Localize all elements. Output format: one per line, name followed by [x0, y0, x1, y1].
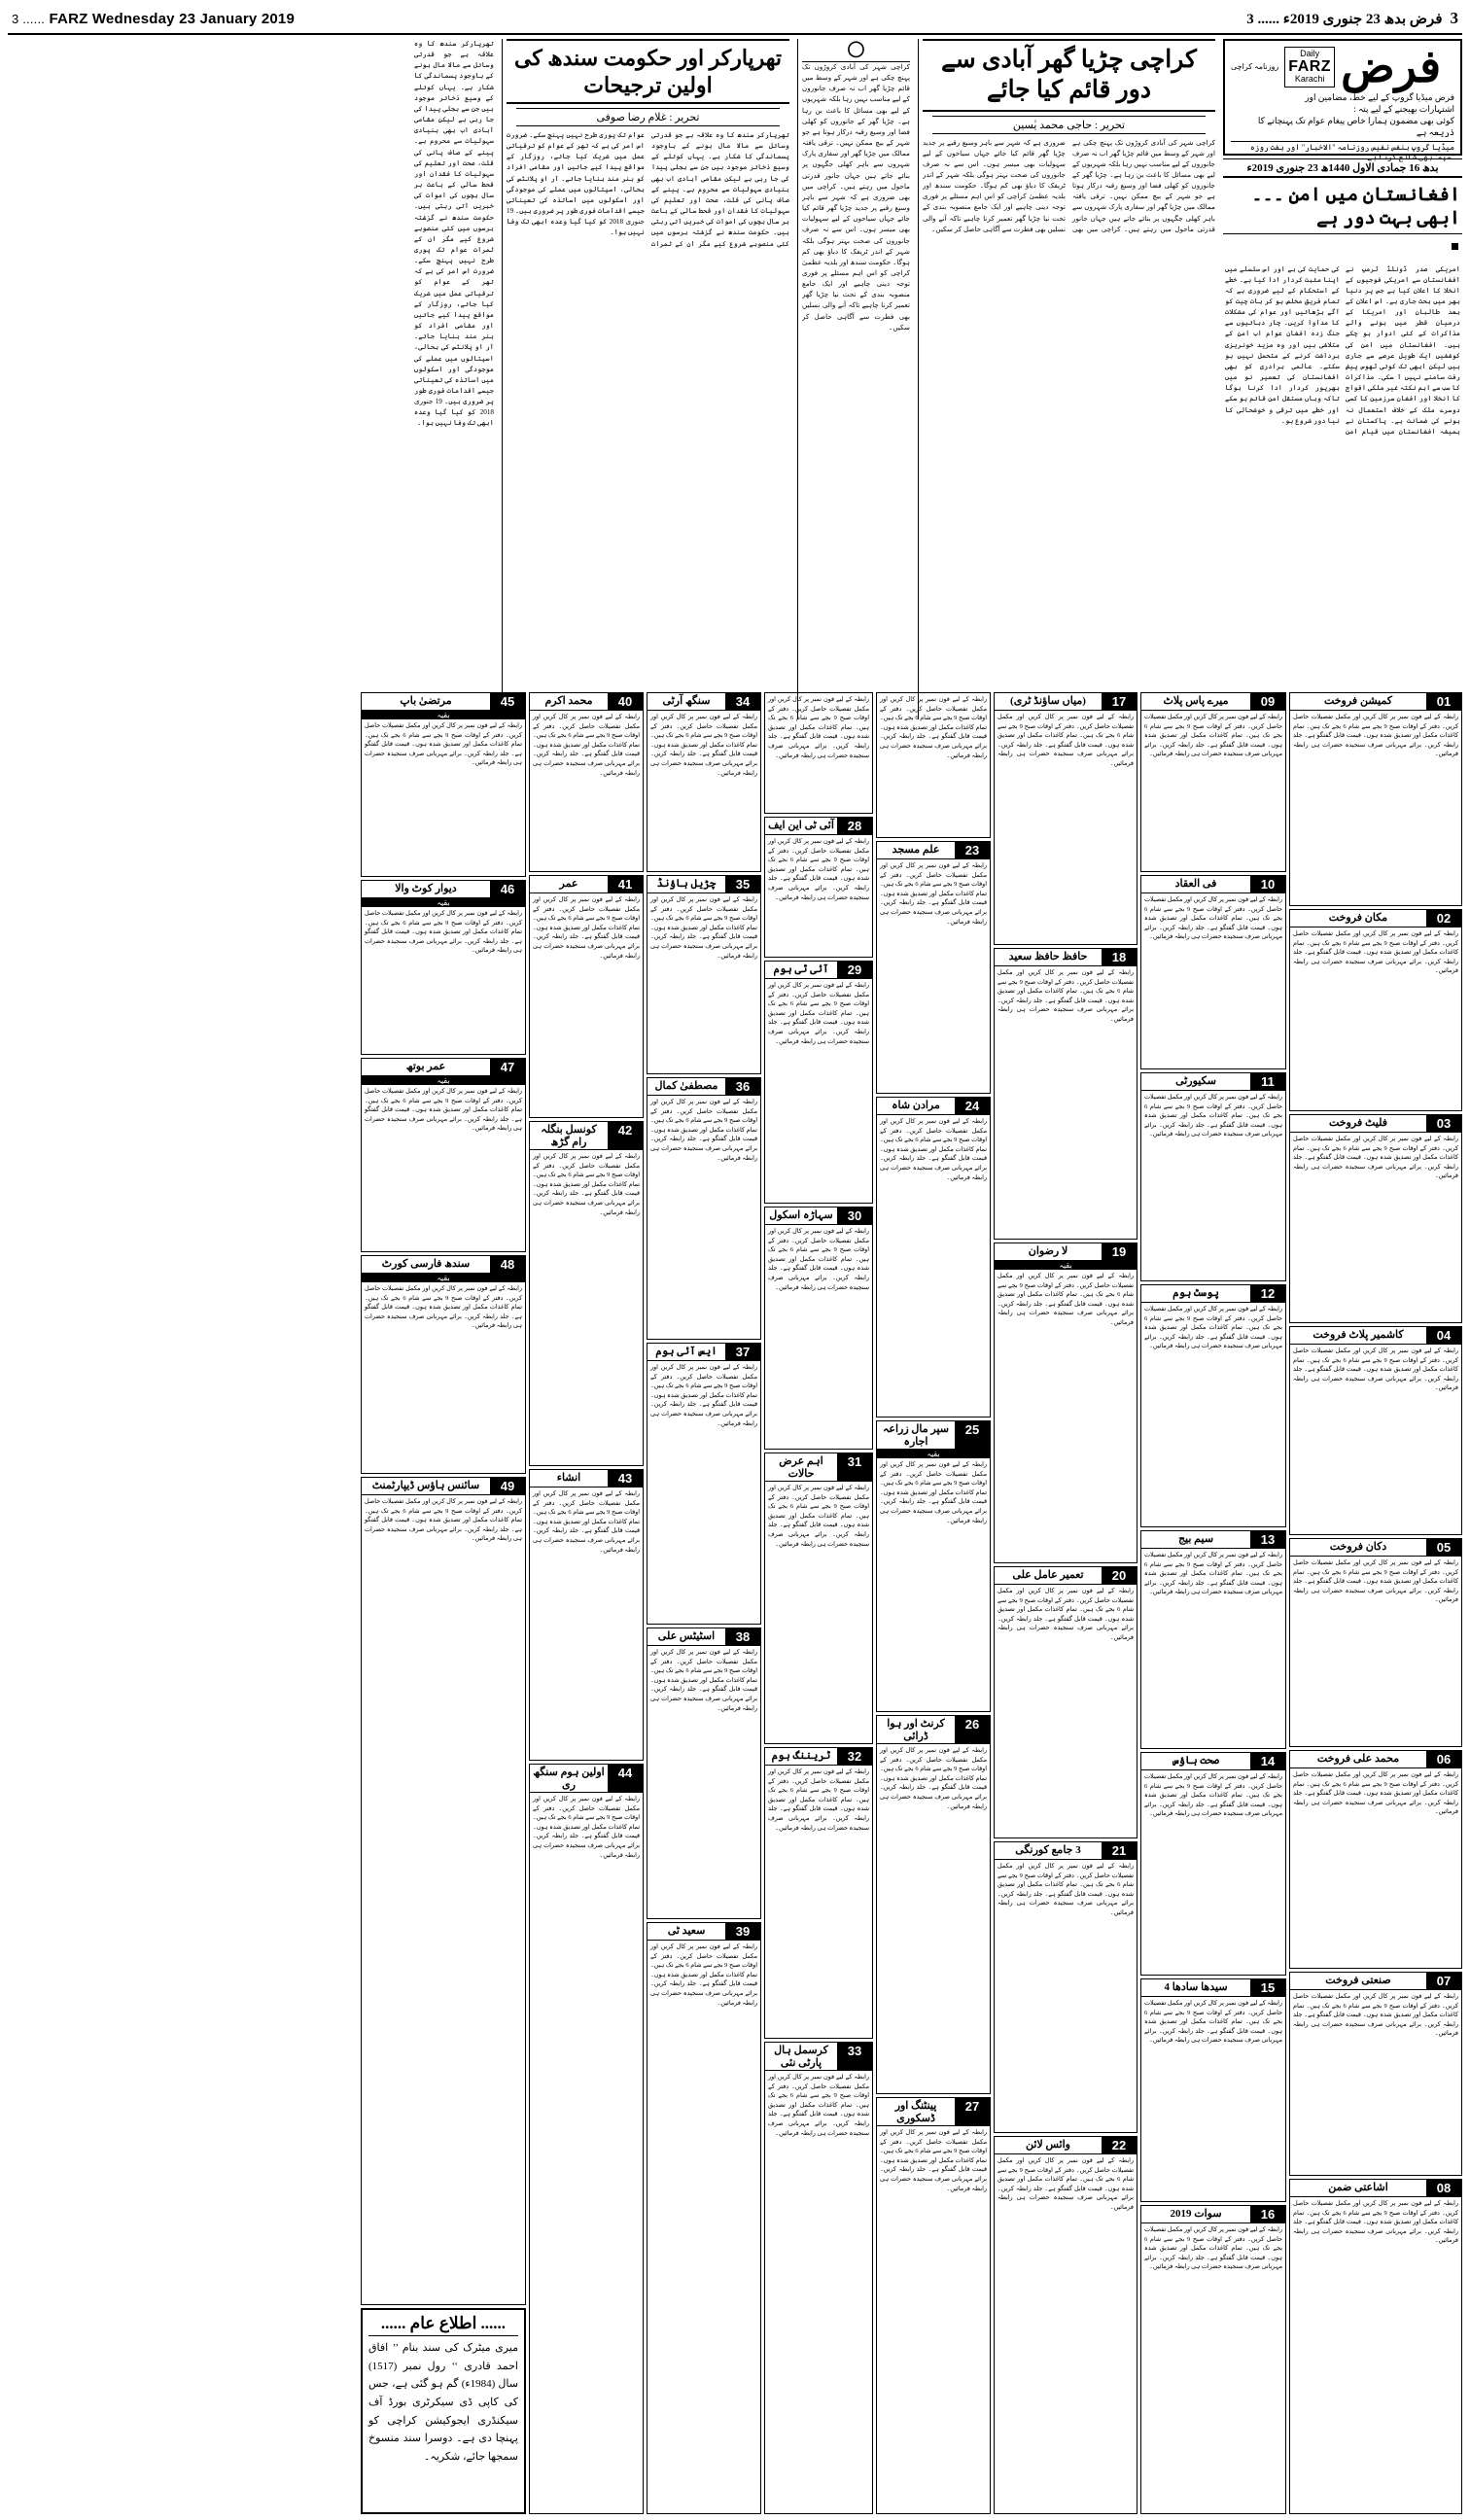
classified-ad[interactable]	[764, 817, 873, 958]
ad-number: 12	[1250, 1285, 1285, 1302]
ad-number: 08	[1426, 2180, 1461, 2196]
classified-ad[interactable]	[876, 2097, 991, 2514]
classified-ad[interactable]	[764, 2042, 873, 2514]
ad-title: فلیٹ فروخت	[1328, 1117, 1387, 1129]
masthead-urdu-title: فرض	[1341, 42, 1442, 91]
ad-body: رابطہ کے لیے فون نمبر پر کال کریں اور مکمل تفصیلات حاصل کریں۔ دفتر کے اوقات صبح 9 بجے سے شام 6 بجے تک ہیں۔ تمام کاغذات مکمل اور تصدیق شدہ ہوں۔ قیمت قابل گفتگو ہے۔ جلد رابطہ کریں۔ برائے مہربانی صرف سنجیدہ حضرات ہی رابطہ فرمائیں۔	[365, 910, 522, 955]
ad-body: رابطہ کے لیے فون نمبر پر کال کریں اور مکمل تفصیلات حاصل کریں۔ دفتر کے اوقات صبح 9 بجے سے شام 6 بجے تک ہیں۔ تمام کاغذات مکمل اور تصدیق شدہ ہوں۔ قیمت قابل گفتگو ہے۔ جلد رابطہ کریں۔ برائے مہربانی صرف سنجیدہ حضرات ہی رابطہ فرمائیں۔	[365, 1498, 522, 1543]
ad-title: محمد علی فروخت	[1316, 1753, 1400, 1765]
ad-title: فی العقاد	[1174, 878, 1217, 890]
article-2	[502, 39, 793, 719]
ad-number: 01	[1426, 693, 1461, 710]
ad-title: سیدھا سادھا 4	[1164, 1981, 1228, 1993]
ad-number: 06	[1426, 1751, 1461, 1768]
ad-body: رابطہ کے لیے فون نمبر پر کال کریں اور مکمل تفصیلات حاصل کریں۔ دفتر کے اوقات صبح 9 بجے سے شام 6 بجے تک ہیں۔ تمام کاغذات مکمل اور تصدیق شدہ ہوں۔ قیمت قابل گفتگو ہے۔ جلد رابطہ کریں۔ برائے مہربانی صرف سنجیدہ حضرات ہی رابطہ فرمائیں۔	[650, 1943, 757, 2007]
ad-body: رابطہ کے لیے فون نمبر پر کال کریں اور مکمل تفصیلات حاصل کریں۔ دفتر کے اوقات صبح 9 بجے سے شام 6 بجے تک ہیں۔ تمام کاغذات مکمل اور تصدیق شدہ ہوں۔ قیمت قابل گفتگو ہے۔ جلد رابطہ کریں۔ برائے مہربانی صرف سنجیدہ حضرات ہی رابطہ فرمائیں۔	[1293, 1993, 1458, 2038]
classified-ad[interactable]	[1289, 1538, 1462, 1747]
masthead-logo	[1231, 42, 1454, 91]
ad-title: عمر	[559, 878, 578, 890]
public-notice[interactable]	[361, 2308, 526, 2514]
classified-ad[interactable]	[764, 961, 873, 1204]
ad-continuation-label: بقیہ	[362, 898, 525, 907]
classified-ad[interactable]	[361, 880, 526, 1055]
ad-number: 46	[490, 881, 525, 897]
masthead-dateline: بدھ 16 جمادی الاول 1440ھ 23 جنوری 2019ء	[1223, 158, 1462, 178]
ad-number: 42	[608, 1122, 643, 1149]
article-1-spill	[797, 39, 914, 719]
ad-title: پینٹنگ اور ڈسکوری	[894, 2100, 937, 2124]
ad-title: میرے پاس پلاٹ	[1163, 695, 1229, 707]
ad-body: رابطہ کے لیے فون نمبر پر کال کریں اور مکمل تفصیلات حاصل کریں۔ دفتر کے اوقات صبح 9 بجے سے شام 6 بجے تک ہیں۔ تمام کاغذات مکمل اور تصدیق شدہ ہوں۔ قیمت قابل گفتگو ہے۔ جلد رابطہ کریں۔ برائے مہربانی صرف سنجیدہ حضرات ہی رابطہ فرمائیں۔	[998, 714, 1134, 768]
classified-ad[interactable]	[1140, 1978, 1286, 2202]
ad-continuation-label: بقیہ	[995, 1261, 1137, 1270]
classified-ad[interactable]	[647, 1922, 761, 2514]
ad-body: رابطہ کے لیے فون نمبر پر کال کریں اور مکمل تفصیلات حاصل کریں۔ دفتر کے اوقات صبح 9 بجے سے شام 6 بجے تک ہیں۔ تمام کاغذات مکمل اور تصدیق شدہ ہوں۔ قیمت قابل گفتگو ہے۔ جلد رابطہ کریں۔ برائے مہربانی صرف سنجیدہ حضرات ہی رابطہ فرمائیں۔	[650, 1099, 757, 1162]
classified-ad[interactable]	[1289, 2179, 1462, 2514]
article-2-headline: تھرپارکر اور حکومت سندھ کی اولین ترجیحات	[507, 39, 789, 104]
public-notice-body: میری میٹرک کی سند بنام ’’ افاق احمد قادری ‘‘ رول نمبر (1517) سال (1984ء) گم ہو گئی ہے، جس کی کاپی ڈی سیکرٹری بورڈ آف سیکنڈری ایجوکیشن کراچی کو پہنچا دی ہے۔ دوسرا سند منسوخ سمجھا جائے، شکریہ۔	[368, 2342, 518, 2464]
ad-number: 07	[1426, 1973, 1461, 1989]
ad-body: رابطہ کے لیے فون نمبر پر کال کریں اور مکمل تفصیلات حاصل کریں۔ دفتر کے اوقات صبح 9 بجے سے شام 6 بجے تک ہیں۔ تمام کاغذات مکمل اور تصدیق شدہ ہوں۔ قیمت قابل گفتگو ہے۔ جلد رابطہ کریں۔ برائے مہربانی صرف سنجیدہ حضرات ہی رابطہ فرمائیں۔	[365, 722, 522, 767]
ad-number: 29	[837, 962, 872, 978]
masthead-side-note: روزنامہ کراچی	[1231, 62, 1279, 72]
masthead-strap	[1231, 91, 1454, 163]
ad-number: 17	[1102, 693, 1137, 710]
ad-title: مصطفیٰ کمال	[654, 1080, 718, 1092]
ad-number: 21	[1102, 1842, 1137, 1859]
ad-title: کاشمیر پلاٹ فروخت	[1312, 1329, 1404, 1341]
ad-title: دکان فروخت	[1329, 1541, 1387, 1553]
ad-body: رابطہ کے لیے فون نمبر پر کال کریں اور مکمل تفصیلات حاصل کریں۔ دفتر کے اوقات صبح 9 بجے سے شام 6 بجے تک ہیں۔ تمام کاغذات مکمل اور تصدیق شدہ ہوں۔ قیمت قابل گفتگو ہے۔ جلد رابطہ کریں۔ برائے مہربانی صرف سنجیدہ حضرات ہی رابطہ فرمائیں۔	[533, 896, 640, 960]
ad-title: (میاں ساؤنڈ ٹری)	[1010, 695, 1086, 707]
masthead-column	[1223, 39, 1462, 719]
ad-number: 03	[1426, 1115, 1461, 1132]
ad-title: اسٹیٹس علی	[657, 1630, 716, 1642]
masthead-strap-line-2: اشتہارات بھیجنے کے لیے پتہ :	[1353, 104, 1454, 115]
ad-title: لا رضوان	[1028, 1245, 1068, 1257]
ad-title: کرسمل ہال پارٹی نئی	[774, 2045, 828, 2069]
top-strip	[8, 6, 1462, 35]
ad-number: 48	[490, 1256, 525, 1273]
classified-ad[interactable]	[1289, 1972, 1462, 2176]
article-2-spill	[410, 39, 498, 719]
ad-body: رابطہ کے لیے فون نمبر پر کال کریں اور مکمل تفصیلات حاصل کریں۔ دفتر کے اوقات صبح 9 بجے سے شام 6 بجے تک ہیں۔ تمام کاغذات مکمل اور تصدیق شدہ ہوں۔ قیمت قابل گفتگو ہے۔ جلد رابطہ کریں۔ برائے مہربانی صرف سنجیدہ حضرات ہی رابطہ فرمائیں۔	[998, 1273, 1134, 1327]
classified-ad[interactable]	[1289, 1114, 1462, 1323]
ad-body: رابطہ کے لیے فون نمبر پر کال کریں اور مکمل تفصیلات حاصل کریں۔ دفتر کے اوقات صبح 9 بجے سے شام 6 بجے تک ہیں۔ تمام کاغذات مکمل اور تصدیق شدہ ہوں۔ قیمت قابل گفتگو ہے۔ جلد رابطہ کریں۔ برائے مہربانی صرف سنجیدہ حضرات ہی رابطہ فرمائیں۔	[1293, 714, 1458, 758]
article-1	[918, 39, 1219, 719]
ad-body: رابطہ کے لیے فون نمبر پر کال کریں اور مکمل تفصیلات حاصل کریں۔ دفتر کے اوقات صبح 9 بجے سے شام 6 بجے تک ہیں۔ تمام کاغذات مکمل اور تصدیق شدہ ہوں۔ قیمت قابل گفتگو ہے۔ جلد رابطہ کریں۔ برائے مہربانی صرف سنجیدہ حضرات ہی رابطہ فرمائیں۔	[880, 862, 987, 926]
ad-number: 14	[1250, 1753, 1285, 1769]
ad-title: مرادن شاہ	[892, 1100, 940, 1111]
ad-title: ایس آئی ہوم	[655, 1346, 718, 1357]
ad-number: 40	[608, 693, 643, 710]
top-right-text: فرض بدھ 23 جنوری 2019ء ...... 3	[1246, 11, 1443, 27]
ad-body: رابطہ کے لیے فون نمبر پر کال کریں اور مکمل تفصیلات حاصل کریں۔ دفتر کے اوقات صبح 9 بجے سے شام 6 بجے تک ہیں۔ تمام کاغذات مکمل اور تصدیق شدہ ہوں۔ قیمت قابل گفتگو ہے۔ جلد رابطہ کریں۔ برائے مہربانی صرف سنجیدہ حضرات ہی رابطہ فرمائیں۔	[880, 1747, 987, 1810]
ad-body: رابطہ کے لیے فون نمبر پر کال کریں اور مکمل تفصیلات حاصل کریں۔ دفتر کے اوقات صبح 9 بجے سے شام 6 بجے تک ہیں۔ تمام کاغذات مکمل اور تصدیق شدہ ہوں۔ قیمت قابل گفتگو ہے۔ جلد رابطہ کریں۔ برائے مہربانی صرف سنجیدہ حضرات ہی رابطہ فرمائیں۔	[1293, 1136, 1458, 1180]
classified-ad[interactable]	[994, 948, 1138, 1240]
classified-ad[interactable]	[1140, 2205, 1286, 2514]
classified-ad[interactable]	[1289, 1326, 1462, 1535]
classified-ad[interactable]	[529, 1121, 644, 1466]
article-1-headline: کراچی چڑیا گھر آبادی سے دور قائم کیا جائے	[923, 39, 1215, 112]
classified-ad[interactable]	[994, 1841, 1138, 2133]
ad-body: رابطہ کے لیے فون نمبر پر کال کریں اور مکمل تفصیلات حاصل کریں۔ دفتر کے اوقات صبح 9 بجے سے شام 6 بجے تک ہیں۔ تمام کاغذات مکمل اور تصدیق شدہ ہوں۔ قیمت قابل گفتگو ہے۔ جلد رابطہ کریں۔ برائے مہربانی صرف سنجیدہ حضرات ہی رابطہ فرمائیں۔	[650, 714, 757, 777]
ad-continuation-label: بقیہ	[362, 1076, 525, 1085]
ad-title: عمر بوتھ	[405, 1061, 446, 1072]
classified-ad[interactable]	[647, 1343, 761, 1625]
ad-body: رابطہ کے لیے فون نمبر پر کال کریں اور مکمل تفصیلات حاصل کریں۔ دفتر کے اوقات صبح 9 بجے سے شام 6 بجے تک ہیں۔ تمام کاغذات مکمل اور تصدیق شدہ ہوں۔ قیمت قابل گفتگو ہے۔ جلد رابطہ کریں۔ برائے مہربانی صرف سنجیدہ حضرات ہی رابطہ فرمائیں۔	[768, 1228, 870, 1291]
masthead-english-block	[1284, 47, 1335, 88]
classified-ad[interactable]	[876, 1715, 991, 2094]
ad-body: رابطہ کے لیے فون نمبر پر کال کریں اور مکمل تفصیلات حاصل کریں۔ دفتر کے اوقات صبح 9 بجے سے شام 6 بجے تک ہیں۔ تمام کاغذات مکمل اور تصدیق شدہ ہوں۔ قیمت قابل گفتگو ہے۔ جلد رابطہ کریں۔ برائے مہربانی صرف سنجیدہ حضرات ہی رابطہ فرمائیں۔	[768, 2074, 870, 2137]
ad-number: 45	[490, 693, 525, 710]
ad-title: آئی ٹی این ایف	[768, 820, 834, 831]
classified-column-3	[994, 692, 1138, 2514]
ad-title: آئی ٹی ہوم	[773, 963, 829, 975]
ad-number: 11	[1250, 1073, 1285, 1090]
classified-text-block[interactable]	[876, 692, 991, 838]
ad-body: رابطہ کے لیے فون نمبر پر کال کریں اور مکمل تفصیلات حاصل کریں۔ دفتر کے اوقات صبح 9 بجے سے شام 6 بجے تک ہیں۔ تمام کاغذات مکمل اور تصدیق شدہ ہوں۔ قیمت قابل گفتگو ہے۔ جلد رابطہ کریں۔ برائے مہربانی صرف سنجیدہ حضرات ہی رابطہ فرمائیں۔	[880, 696, 987, 759]
ad-body: رابطہ کے لیے فون نمبر پر کال کریں اور مکمل تفصیلات حاصل کریں۔ دفتر کے اوقات صبح 9 بجے سے شام 6 بجے تک ہیں۔ تمام کاغذات مکمل اور تصدیق شدہ ہوں۔ قیمت قابل گفتگو ہے۔ جلد رابطہ کریں۔ برائے مہربانی صرف سنجیدہ حضرات ہی رابطہ فرمائیں۔	[768, 1768, 870, 1832]
ad-body: رابطہ کے لیے فون نمبر پر کال کریں اور مکمل تفصیلات حاصل کریں۔ دفتر کے اوقات صبح 9 بجے سے شام 6 بجے تک ہیں۔ تمام کاغذات مکمل اور تصدیق شدہ ہوں۔ قیمت قابل گفتگو ہے۔ جلد رابطہ کریں۔ برائے مہربانی صرف سنجیدہ حضرات ہی رابطہ فرمائیں۔	[1144, 2000, 1282, 2045]
ad-number: 19	[1102, 1243, 1137, 1260]
ad-body: رابطہ کے لیے فون نمبر پر کال کریں اور مکمل تفصیلات حاصل کریں۔ دفتر کے اوقات صبح 9 بجے سے شام 6 بجے تک ہیں۔ تمام کاغذات مکمل اور تصدیق شدہ ہوں۔ قیمت قابل گفتگو ہے۔ جلد رابطہ کریں۔ برائے مہربانی صرف سنجیدہ حضرات ہی رابطہ فرمائیں۔	[533, 1490, 640, 1554]
classified-ad[interactable]	[994, 1242, 1138, 1563]
ad-title: انشاء	[556, 1472, 581, 1484]
ad-continuation-label: بقیہ	[362, 1274, 525, 1282]
ad-title: اہم عرض حالات	[779, 1455, 823, 1480]
article-2-body: تھرپارکر سندھ کا وہ علاقہ ہے جو قدرتی وسائل سے مالا مال ہونے کے باوجود پسماندگی کا شکار ہے۔ یہاں کوئلے کے وسیع ذخائر موجود ہیں جن سے بجلی پیدا کی جا رہی ہے لیکن مقامی آبادی اب بھی بنیادی سہولیات سے محروم ہے۔ پینے کے صاف پانی کی قلت، صحت اور تعلیم کی سہولیات کا فقدان اور قحط سالی کے باعث ہر سال بچوں کی اموات کی خبریں آتی رہتی ہیں۔ حکومت سندھ نے گزشتہ برسوں میں کئی منصوبے شروع کیے مگر ان کے ثمرات عوام تک پوری طرح نہیں پہنچ سکے۔ ضرورت اس امر کی ہے کہ تھر کے عوام کو ترقیاتی عمل میں شریک کیا جائے، روزگار کے مواقع پیدا کیے جائیں اور مقامی افراد کو ہنر مند بنایا جائے۔ آر او پلانٹس کی بحالی، اسپتالوں میں عملے کی موجودگی اور اسکولوں میں اساتذہ کی تعیناتی جیسے اقدامات فوری طور پر ضروری ہیں۔ 19 جنوری 2018 کو کیا گیا وعدہ ابھی تک وفا نہیں ہوا۔	[507, 131, 789, 248]
ad-number: 33	[837, 2043, 872, 2070]
ad-body: رابطہ کے لیے فون نمبر پر کال کریں اور مکمل تفصیلات حاصل کریں۔ دفتر کے اوقات صبح 9 بجے سے شام 6 بجے تک ہیں۔ تمام کاغذات مکمل اور تصدیق شدہ ہوں۔ قیمت قابل گفتگو ہے۔ جلد رابطہ کریں۔ برائے مہربانی صرف سنجیدہ حضرات ہی رابطہ فرمائیں۔	[650, 1649, 757, 1712]
ad-number: 23	[955, 842, 990, 858]
article-1-spill-body: کراچی شہر کی آبادی کروڑوں تک پہنچ چکی ہے اور شہر کے وسط میں قائم چڑیا گھر اب نہ صرف جانوروں کے لیے مناسب نہیں رہا بلکہ شہریوں کے لیے بھی مسائل کا باعث بن رہا ہے۔ چڑیا گھر کے جانوروں کو کھلی فضا اور وسیع رقبہ درکار ہوتا ہے جو شہر کے بیچ ممکن نہیں۔ ترقی یافتہ ممالک میں چڑیا گھر اور سفاری پارک شہروں سے باہر کھلی جگہوں پر بنائے جاتے ہیں جہاں جانور قدرتی ماحول میں رہتے ہیں۔ کراچی میں بھی ضروری ہے کہ شہر سے باہر وسیع رقبے پر جدید چڑیا گھر قائم کیا جائے جہاں سیاحوں کے لیے سہولیات بھی میسر ہوں۔ اس سے نہ صرف جانوروں کی صحت بہتر ہوگی بلکہ شہر کے اندر ٹریفک کا دباؤ بھی کم ہوگا۔ حکومت سندھ اور بلدیہ عظمیٰ کراچی کو اس اہم مسئلے پر فوری توجہ دینی چاہیے اور ایک جامع منصوبہ بندی کے تحت نیا چڑیا گھر تعمیر کرنا چاہیے تاکہ آنے والی نسلیں بھی فطرت سے آگاہی حاصل کر سکیں۔	[802, 63, 910, 332]
ad-title: محمد اکرم	[544, 695, 593, 707]
upper-section	[8, 39, 1462, 719]
ad-number: 25	[955, 1421, 990, 1449]
ad-number: 36	[725, 1078, 760, 1095]
ad-number: 27	[955, 2098, 990, 2125]
masthead-english-sub: Daily	[1300, 49, 1320, 59]
classified-column-6	[647, 692, 761, 2514]
ad-title: 3 جامع کورنگی	[1015, 1844, 1081, 1856]
classified-ad[interactable]	[764, 1747, 873, 2039]
ad-number: 18	[1102, 949, 1137, 965]
ad-number: 38	[725, 1628, 760, 1645]
classified-ad[interactable]	[529, 875, 644, 1118]
ad-number: 16	[1250, 2206, 1285, 2222]
ad-title: سیم بیج	[1177, 1533, 1214, 1545]
classified-ad[interactable]	[529, 1469, 644, 1761]
ad-title: وائس لائن	[1026, 2139, 1070, 2151]
ad-number: 20	[1102, 1567, 1137, 1584]
ad-body: رابطہ کے لیے فون نمبر پر کال کریں اور مکمل تفصیلات حاصل کریں۔ دفتر کے اوقات صبح 9 بجے سے شام 6 بجے تک ہیں۔ تمام کاغذات مکمل اور تصدیق شدہ ہوں۔ قیمت قابل گفتگو ہے۔ جلد رابطہ کریں۔ برائے مہربانی صرف سنجیدہ حضرات ہی رابطہ فرمائیں۔	[1144, 2226, 1282, 2271]
ad-title: سائنس ہاؤس ڈیپارٹمنٹ	[371, 1480, 480, 1491]
ad-title: حافظ حافظ سعید	[1008, 951, 1088, 962]
ad-number: 09	[1250, 693, 1285, 710]
classified-ad[interactable]	[1289, 1750, 1462, 1969]
classified-ad[interactable]	[876, 841, 991, 1094]
ad-number: 32	[837, 1748, 872, 1765]
ad-body: رابطہ کے لیے فون نمبر پر کال کریں اور مکمل تفصیلات حاصل کریں۔ دفتر کے اوقات صبح 9 بجے سے شام 6 بجے تک ہیں۔ تمام کاغذات مکمل اور تصدیق شدہ ہوں۔ قیمت قابل گفتگو ہے۔ جلد رابطہ کریں۔ برائے مہربانی صرف سنجیدہ حضرات ہی رابطہ فرمائیں۔	[533, 714, 640, 777]
masthead-english-name: FARZ	[1288, 57, 1332, 75]
classified-column-4	[876, 692, 991, 2514]
ad-number: 04	[1426, 1327, 1461, 1344]
ad-body: رابطہ کے لیے فون نمبر پر کال کریں اور مکمل تفصیلات حاصل کریں۔ دفتر کے اوقات صبح 9 بجے سے شام 6 بجے تک ہیں۔ تمام کاغذات مکمل اور تصدیق شدہ ہوں۔ قیمت قابل گفتگو ہے۔ جلد رابطہ کریں۔ برائے مہربانی صرف سنجیدہ حضرات ہی رابطہ فرمائیں۔	[533, 1796, 640, 1859]
ad-body: رابطہ کے لیے فون نمبر پر کال کریں اور مکمل تفصیلات حاصل کریں۔ دفتر کے اوقات صبح 9 بجے سے شام 6 بجے تک ہیں۔ تمام کاغذات مکمل اور تصدیق شدہ ہوں۔ قیمت قابل گفتگو ہے۔ جلد رابطہ کریں۔ برائے مہربانی صرف سنجیدہ حضرات ہی رابطہ فرمائیں۔	[1144, 1552, 1282, 1596]
ad-number: 49	[490, 1478, 525, 1494]
ad-body: رابطہ کے لیے فون نمبر پر کال کریں اور مکمل تفصیلات حاصل کریں۔ دفتر کے اوقات صبح 9 بجے سے شام 6 بجے تک ہیں۔ تمام کاغذات مکمل اور تصدیق شدہ ہوں۔ قیمت قابل گفتگو ہے۔ جلد رابطہ کریں۔ برائے مہربانی صرف سنجیدہ حضرات ہی رابطہ فرمائیں۔	[1293, 1348, 1458, 1392]
top-left-caption	[12, 11, 295, 27]
ad-body: رابطہ کے لیے فون نمبر پر کال کریں اور مکمل تفصیلات حاصل کریں۔ دفتر کے اوقات صبح 9 بجے سے شام 6 بجے تک ہیں۔ تمام کاغذات مکمل اور تصدیق شدہ ہوں۔ قیمت قابل گفتگو ہے۔ جلد رابطہ کریں۔ برائے مہربانی صرف سنجیدہ حضرات ہی رابطہ فرمائیں۔	[1144, 1773, 1282, 1818]
masthead	[1223, 39, 1462, 162]
article-2-spill-body: تھرپارکر سندھ کا وہ علاقہ ہے جو قدرتی وسائل سے مالا مال ہونے کے باوجود پسماندگی کا شکار ہے۔ یہاں کوئلے کے وسیع ذخائر موجود ہیں جن سے بجلی پیدا کی جا رہی ہے لیکن مقامی آبادی اب بھی بنیادی سہولیات سے محروم ہے۔ پینے کے صاف پانی کی قلت، صحت اور تعلیم کی سہولیات کا فقدان اور قحط سالی کے باعث ہر سال بچوں کی اموات کی خبریں آتی رہتی ہیں۔ حکومت سندھ نے گزشتہ برسوں میں کئی منصوبے شروع کیے مگر ان کے ثمرات عوام تک پوری طرح نہیں پہنچ سکے۔ ضرورت اس امر کی ہے کہ تھر کے عوام کو ترقیاتی عمل میں شریک کیا جائے، روزگار کے مواقع پیدا کیے جائیں اور مقامی افراد کو ہنر مند بنایا جائے۔ آر او پلانٹس کی بحالی، اسپتالوں میں عملے کی موجودگی اور اسکولوں میں اساتذہ کی تعیناتی جیسے اقدامات فوری طور پر ضروری ہیں۔ 19 جنوری 2018 کو کیا گیا وعدہ ابھی تک وفا نہیں ہوا۔	[414, 40, 494, 428]
classified-ad[interactable]	[1140, 692, 1286, 872]
article-2-byline: تحریر : غلام رضا صوفی	[516, 108, 780, 126]
ad-body: رابطہ کے لیے فون نمبر پر کال کریں اور مکمل تفصیلات حاصل کریں۔ دفتر کے اوقات صبح 9 بجے سے شام 6 بجے تک ہیں۔ تمام کاغذات مکمل اور تصدیق شدہ ہوں۔ قیمت قابل گفتگو ہے۔ جلد رابطہ کریں۔ برائے مہربانی صرف سنجیدہ حضرات ہی رابطہ فرمائیں۔	[1293, 2200, 1458, 2245]
ad-continuation-label: بقیہ	[877, 1450, 990, 1458]
article-1-body: کراچی شہر کی آبادی کروڑوں تک پہنچ چکی ہے اور شہر کے وسط میں قائم چڑیا گھر اب نہ صرف جانوروں کے لیے مناسب نہیں رہا بلکہ شہریوں کے لیے بھی مسائل کا باعث بن رہا ہے۔ چڑیا گھر کے جانوروں کو کھلی فضا اور وسیع رقبہ درکار ہوتا ہے جو شہر کے بیچ ممکن نہیں۔ ترقی یافتہ ممالک میں چڑیا گھر اور سفاری پارک شہروں سے باہر کھلی جگہوں پر بنائے جاتے ہیں جہاں جانور قدرتی ماحول میں رہتے ہیں۔ کراچی میں بھی ضروری ہے کہ شہر سے باہر وسیع رقبے پر جدید چڑیا گھر قائم کیا جائے جہاں سیاحوں کے لیے سہولیات بھی میسر ہوں۔ اس سے نہ صرف جانوروں کی صحت بہتر ہوگی بلکہ شہر کے اندر ٹریفک کا دباؤ بھی کم ہوگا۔ حکومت سندھ اور بلدیہ عظمیٰ کراچی کو اس اہم مسئلے پر فوری توجہ دینی چاہیے اور ایک جامع منصوبہ بندی کے تحت نیا چڑیا گھر تعمیر کرنا چاہیے تاکہ آنے والی نسلیں بھی فطرت سے آگاہی حاصل کر سکیں۔	[923, 138, 1215, 233]
ad-number: 31	[837, 1453, 872, 1481]
editorial-body: امریکی صدر ڈونلڈ ٹرمپ نے افغانستان سے امریکی فوجیوں کے انخلا کا اعلان کیا ہے جس پر دنیا بھر میں بحث جاری ہے۔ اس اعلان کے بعد طالبان اور امریکا کے درمیان قطر میں ہونے والے مذاکرات کے کئی ادوار ہو چکے ہیں۔ افغانستان میں امن کی کوششیں ایک طویل عرصے سے جاری ہیں لیکن ابھی تک کوئی ٹھوس پیش رفت سامنے نہیں آ سکی۔ مذاکرات کا سب سے اہم نکتہ غیر ملکی افواج کا انخلا اور افغان سرزمین کا کسی دوسرے ملک کے خلاف استعمال نہ ہونے کی ضمانت ہے۔ پاکستان نے ہمیشہ افغانستان میں قیام امن کی حمایت کی ہے اور اس سلسلے میں اپنا مثبت کردار ادا کیا ہے۔ خطے کے استحکام کے لیے ضروری ہے کہ تمام فریق مخلص ہو کر بات چیت کو آگے بڑھائیں اور عوام کی مشکلات کا مداوا کریں۔ چار دہائیوں سے جنگ زدہ افغان عوام اب امن کے متلاشی ہیں اور وہ مزید خونریزی برداشت کرنے کے متحمل نہیں ہو سکتے۔ عالمی برادری کو بھی افغانستان کی تعمیر نو میں بھرپور کردار ادا کرنا ہوگا تاکہ وہاں مستقل امن قائم ہو سکے اور خطے میں ترقی و خوشحالی کا نیا دور شروع ہو۔	[1225, 264, 1460, 436]
ad-number: 22	[1102, 2137, 1137, 2153]
ad-number: 37	[725, 1344, 760, 1360]
classified-ad[interactable]	[994, 692, 1138, 945]
classified-ad[interactable]	[647, 875, 761, 1074]
ad-title: سعید ٹی	[667, 1925, 706, 1937]
classified-ad[interactable]	[529, 692, 644, 872]
classified-ad[interactable]	[1140, 1752, 1286, 1976]
ad-number: 35	[725, 876, 760, 892]
ad-title: چڑیل ہاؤنڈ	[656, 878, 717, 890]
ad-body: رابطہ کے لیے فون نمبر پر کال کریں اور مکمل تفصیلات حاصل کریں۔ دفتر کے اوقات صبح 9 بجے سے شام 6 بجے تک ہیں۔ تمام کاغذات مکمل اور تصدیق شدہ ہوں۔ قیمت قابل گفتگو ہے۔ جلد رابطہ کریں۔ برائے مہربانی صرف سنجیدہ حضرات ہی رابطہ فرمائیں۔	[880, 1461, 987, 1524]
ad-number: 15	[1250, 1979, 1285, 1996]
ad-body: رابطہ کے لیے فون نمبر پر کال کریں اور مکمل تفصیلات حاصل کریں۔ دفتر کے اوقات صبح 9 بجے سے شام 6 بجے تک ہیں۔ تمام کاغذات مکمل اور تصدیق شدہ ہوں۔ قیمت قابل گفتگو ہے۔ جلد رابطہ کریں۔ برائے مہربانی صرف سنجیدہ حضرات ہی رابطہ فرمائیں۔	[365, 1088, 522, 1133]
ad-body: رابطہ کے لیے فون نمبر پر کال کریں اور مکمل تفصیلات حاصل کریں۔ دفتر کے اوقات صبح 9 بجے سے شام 6 بجے تک ہیں۔ تمام کاغذات مکمل اور تصدیق شدہ ہوں۔ قیمت قابل گفتگو ہے۔ جلد رابطہ کریں۔ برائے مہربانی صرف سنجیدہ حضرات ہی رابطہ فرمائیں۔	[768, 1485, 870, 1548]
ad-title: سکیورٹی	[1175, 1075, 1216, 1087]
ad-number: 28	[837, 818, 872, 834]
classified-ad[interactable]	[361, 1058, 526, 1252]
classified-column-2	[1140, 692, 1286, 2514]
classified-ad[interactable]	[1289, 692, 1462, 906]
ad-body: رابطہ کے لیے فون نمبر پر کال کریں اور مکمل تفصیلات حاصل کریں۔ دفتر کے اوقات صبح 9 بجے سے شام 6 بجے تک ہیں۔ تمام کاغذات مکمل اور تصدیق شدہ ہوں۔ قیمت قابل گفتگو ہے۔ جلد رابطہ کریں۔ برائے مہربانی صرف سنجیدہ حضرات ہی رابطہ فرمائیں۔	[998, 2157, 1134, 2212]
classified-column-7	[529, 692, 644, 2514]
ad-body: رابطہ کے لیے فون نمبر پر کال کریں اور مکمل تفصیلات حاصل کریں۔ دفتر کے اوقات صبح 9 بجے سے شام 6 بجے تک ہیں۔ تمام کاغذات مکمل اور تصدیق شدہ ہوں۔ قیمت قابل گفتگو ہے۔ جلد رابطہ کریں۔ برائے مہربانی صرف سنجیدہ حضرات ہی رابطہ فرمائیں۔	[1144, 1306, 1282, 1350]
ad-body: رابطہ کے لیے فون نمبر پر کال کریں اور مکمل تفصیلات حاصل کریں۔ دفتر کے اوقات صبح 9 بجے سے شام 6 بجے تک ہیں۔ تمام کاغذات مکمل اور تصدیق شدہ ہوں۔ قیمت قابل گفتگو ہے۔ جلد رابطہ کریں۔ برائے مہربانی صرف سنجیدہ حضرات ہی رابطہ فرمائیں۔	[768, 838, 870, 901]
ad-title: سپر مال زراعہ اجارہ	[882, 1423, 950, 1448]
ad-title: تعمیر عامل علی	[1012, 1569, 1084, 1581]
classified-ad[interactable]	[764, 1452, 873, 1744]
classified-ad[interactable]	[361, 1255, 526, 1474]
ad-title: کونسل بنگلہ رام گڑھ	[541, 1124, 597, 1148]
classified-ad[interactable]	[1140, 1072, 1286, 1281]
masthead-english-tag: Karachi	[1294, 74, 1325, 85]
ad-title: سندھ فارسی کورٹ	[381, 1258, 471, 1270]
ad-continuation-label: بقیہ	[362, 711, 525, 719]
ad-number: 39	[725, 1923, 760, 1940]
masthead-strap-line-4: ذریعہ ہے	[1416, 127, 1454, 138]
ad-body: رابطہ کے لیے فون نمبر پر کال کریں اور مکمل تفصیلات حاصل کریں۔ دفتر کے اوقات صبح 9 بجے سے شام 6 بجے تک ہیں۔ تمام کاغذات مکمل اور تصدیق شدہ ہوں۔ قیمت قابل گفتگو ہے۔ جلد رابطہ کریں۔ برائے مہربانی صرف سنجیدہ حضرات ہی رابطہ فرمائیں۔	[768, 982, 870, 1045]
classified-ad[interactable]	[994, 1566, 1138, 1838]
classified-ad[interactable]	[764, 1207, 873, 1450]
ad-title: صنعتی فروخت	[1325, 1975, 1391, 1986]
ad-number: 30	[837, 1208, 872, 1224]
classified-ad[interactable]	[647, 1077, 761, 1340]
ad-title: ٹریننگ ہوم	[771, 1750, 831, 1762]
masthead-strap-line-3: کوئی بھی مضمون ہمارا خاص پیغام عوام تک پہنچانے کا	[1257, 116, 1454, 126]
ad-number: 43	[608, 1470, 643, 1487]
classified-ad[interactable]	[361, 1477, 526, 2305]
classified-ad[interactable]	[1140, 875, 1286, 1069]
ad-body: رابطہ کے لیے فون نمبر پر کال کریں اور مکمل تفصیلات حاصل کریں۔ دفتر کے اوقات صبح 9 بجے سے شام 6 بجے تک ہیں۔ تمام کاغذات مکمل اور تصدیق شدہ ہوں۔ قیمت قابل گفتگو ہے۔ جلد رابطہ کریں۔ برائے مہربانی صرف سنجیدہ حضرات ہی رابطہ فرمائیں۔	[533, 1153, 640, 1216]
ad-title: پوسٹ ہوم	[1172, 1287, 1219, 1299]
ad-title: سہاڑہ اسکول	[769, 1209, 833, 1221]
ad-body: رابطہ کے لیے فون نمبر پر کال کریں اور مکمل تفصیلات حاصل کریں۔ دفتر کے اوقات صبح 9 بجے سے شام 6 بجے تک ہیں۔ تمام کاغذات مکمل اور تصدیق شدہ ہوں۔ قیمت قابل گفتگو ہے۔ جلد رابطہ کریں۔ برائے مہربانی صرف سنجیدہ حضرات ہی رابطہ فرمائیں۔	[1144, 1094, 1282, 1138]
ad-body: رابطہ کے لیے فون نمبر پر کال کریں اور مکمل تفصیلات حاصل کریں۔ دفتر کے اوقات صبح 9 بجے سے شام 6 بجے تک ہیں۔ تمام کاغذات مکمل اور تصدیق شدہ ہوں۔ قیمت قابل گفتگو ہے۔ جلد رابطہ کریں۔ برائے مہربانی صرف سنجیدہ حضرات ہی رابطہ فرمائیں۔	[768, 696, 870, 759]
article-1-byline: تحریر : حاجی محمد یٰسین	[932, 116, 1206, 134]
ad-title: سوات 2019	[1170, 2208, 1222, 2220]
ad-title: کمیشن فروخت	[1323, 695, 1393, 707]
editorial-bullet-icon	[1452, 243, 1458, 250]
masthead-strap-line-1: فرض میڈیا گروپ کے لیے خط، مضامین اور	[1305, 92, 1454, 102]
classified-ad[interactable]	[529, 1764, 644, 2514]
ad-body: رابطہ کے لیے فون نمبر پر کال کریں اور مکمل تفصیلات حاصل کریں۔ دفتر کے اوقات صبح 9 بجے سے شام 6 بجے تک ہیں۔ تمام کاغذات مکمل اور تصدیق شدہ ہوں۔ قیمت قابل گفتگو ہے۔ جلد رابطہ کریں۔ برائے مہربانی صرف سنجیدہ حضرات ہی رابطہ فرمائیں۔	[880, 2129, 987, 2192]
ad-number: 34	[725, 693, 760, 710]
page-number: 3	[1450, 9, 1458, 27]
ad-title: صحت ہاؤس	[1172, 1755, 1219, 1767]
classified-ad[interactable]	[361, 692, 526, 877]
classified-ad[interactable]	[1140, 1530, 1286, 1749]
classified-ad[interactable]	[876, 1420, 991, 1712]
ad-title: کرنٹ اور ہوا ڈرائی	[887, 1718, 945, 1742]
ad-number: 10	[1250, 876, 1285, 892]
ad-body: رابطہ کے لیے فون نمبر پر کال کریں اور مکمل تفصیلات حاصل کریں۔ دفتر کے اوقات صبح 9 بجے سے شام 6 بجے تک ہیں۔ تمام کاغذات مکمل اور تصدیق شدہ ہوں۔ قیمت قابل گفتگو ہے۔ جلد رابطہ کریں۔ برائے مہربانی صرف سنجیدہ حضرات ہی رابطہ فرمائیں۔	[650, 1364, 757, 1427]
ad-title: اشاعتی ضمن	[1328, 2182, 1388, 2193]
ad-title: دیوار کوٹ والا	[395, 883, 457, 894]
ad-body: رابطہ کے لیے فون نمبر پر کال کریں اور مکمل تفصیلات حاصل کریں۔ دفتر کے اوقات صبح 9 بجے سے شام 6 بجے تک ہیں۔ تمام کاغذات مکمل اور تصدیق شدہ ہوں۔ قیمت قابل گفتگو ہے۔ جلد رابطہ کریں۔ برائے مہربانی صرف سنجیدہ حضرات ہی رابطہ فرمائیں۔	[1293, 1559, 1458, 1604]
ad-number: 02	[1426, 910, 1461, 927]
classified-ad[interactable]	[994, 2136, 1138, 2514]
ad-body: رابطہ کے لیے فون نمبر پر کال کریں اور مکمل تفصیلات حاصل کریں۔ دفتر کے اوقات صبح 9 بجے سے شام 6 بجے تک ہیں۔ تمام کاغذات مکمل اور تصدیق شدہ ہوں۔ قیمت قابل گفتگو ہے۔ جلد رابطہ کریں۔ برائے مہربانی صرف سنجیدہ حضرات ہی رابطہ فرمائیں۔	[650, 896, 757, 960]
classified-section	[8, 692, 1462, 2514]
ad-body: رابطہ کے لیے فون نمبر پر کال کریں اور مکمل تفصیلات حاصل کریں۔ دفتر کے اوقات صبح 9 بجے سے شام 6 بجے تک ہیں۔ تمام کاغذات مکمل اور تصدیق شدہ ہوں۔ قیمت قابل گفتگو ہے۔ جلد رابطہ کریں۔ برائے مہربانی صرف سنجیدہ حضرات ہی رابطہ فرمائیں۔	[1144, 714, 1282, 758]
classified-ad[interactable]	[876, 1097, 991, 1418]
ad-body: رابطہ کے لیے فون نمبر پر کال کریں اور مکمل تفصیلات حاصل کریں۔ دفتر کے اوقات صبح 9 بجے سے شام 6 بجے تک ہیں۔ تمام کاغذات مکمل اور تصدیق شدہ ہوں۔ قیمت قابل گفتگو ہے۔ جلد رابطہ کریں۔ برائے مہربانی صرف سنجیدہ حضرات ہی رابطہ فرمائیں۔	[1293, 1771, 1458, 1816]
ad-body: رابطہ کے لیے فون نمبر پر کال کریں اور مکمل تفصیلات حاصل کریں۔ دفتر کے اوقات صبح 9 بجے سے شام 6 بجے تک ہیں۔ تمام کاغذات مکمل اور تصدیق شدہ ہوں۔ قیمت قابل گفتگو ہے۔ جلد رابطہ کریں۔ برائے مہربانی صرف سنجیدہ حضرات ہی رابطہ فرمائیں۔	[880, 1118, 987, 1181]
ad-number: 13	[1250, 1531, 1285, 1548]
ad-title: مرتضیٰ باپ	[400, 695, 452, 707]
ad-number: 05	[1426, 1539, 1461, 1556]
ad-body: رابطہ کے لیے فون نمبر پر کال کریں اور مکمل تفصیلات حاصل کریں۔ دفتر کے اوقات صبح 9 بجے سے شام 6 بجے تک ہیں۔ تمام کاغذات مکمل اور تصدیق شدہ ہوں۔ قیمت قابل گفتگو ہے۔ جلد رابطہ کریں۔ برائے مہربانی صرف سنجیدہ حضرات ہی رابطہ فرمائیں۔	[998, 969, 1134, 1024]
ad-title: مکان فروخت	[1328, 912, 1388, 924]
classified-column-1	[1289, 692, 1462, 2514]
classified-ad[interactable]	[1289, 909, 1462, 1111]
top-left-dots: 3 ......	[12, 11, 46, 26]
ad-body: رابطہ کے لیے فون نمبر پر کال کریں اور مکمل تفصیلات حاصل کریں۔ دفتر کے اوقات صبح 9 بجے سے شام 6 بجے تک ہیں۔ تمام کاغذات مکمل اور تصدیق شدہ ہوں۔ قیمت قابل گفتگو ہے۔ جلد رابطہ کریں۔ برائے مہربانی صرف سنجیدہ حضرات ہی رابطہ فرمائیں۔	[365, 1285, 522, 1330]
ad-body: رابطہ کے لیے فون نمبر پر کال کریں اور مکمل تفصیلات حاصل کریں۔ دفتر کے اوقات صبح 9 بجے سے شام 6 بجے تک ہیں۔ تمام کاغذات مکمل اور تصدیق شدہ ہوں۔ قیمت قابل گفتگو ہے۔ جلد رابطہ کریں۔ برائے مہربانی صرف سنجیدہ حضرات ہی رابطہ فرمائیں۔	[1144, 896, 1282, 941]
ad-title: علم مسجد	[892, 844, 940, 856]
ad-number: 41	[608, 876, 643, 892]
ad-number: 44	[608, 1765, 643, 1792]
editorial-headline: افغانستان میں امن ۔۔۔ ابھی بہت دور ہے	[1223, 181, 1462, 234]
ad-number: 24	[955, 1098, 990, 1114]
classified-ad[interactable]	[647, 692, 761, 872]
public-notice-title: ...... اطلاع عام ......	[368, 2314, 518, 2336]
classified-column-5	[764, 692, 873, 2514]
ad-number: 26	[955, 1716, 990, 1743]
ad-body: رابطہ کے لیے فون نمبر پر کال کریں اور مکمل تفصیلات حاصل کریں۔ دفتر کے اوقات صبح 9 بجے سے شام 6 بجے تک ہیں۔ تمام کاغذات مکمل اور تصدیق شدہ ہوں۔ قیمت قابل گفتگو ہے۔ جلد رابطہ کریں۔ برائے مہربانی صرف سنجیدہ حضرات ہی رابطہ فرمائیں۔	[998, 1588, 1134, 1642]
ad-number: 47	[490, 1059, 525, 1075]
classified-column-8	[361, 692, 526, 2514]
classified-ad[interactable]	[1140, 1284, 1286, 1527]
spill-mark-icon: ◯	[802, 39, 910, 62]
ad-title: اولین ہوم سنگھ ری	[533, 1767, 605, 1791]
ad-body: رابطہ کے لیے فون نمبر پر کال کریں اور مکمل تفصیلات حاصل کریں۔ دفتر کے اوقات صبح 9 بجے سے شام 6 بجے تک ہیں۔ تمام کاغذات مکمل اور تصدیق شدہ ہوں۔ قیمت قابل گفتگو ہے۔ جلد رابطہ کریں۔ برائے مہربانی صرف سنجیدہ حضرات ہی رابطہ فرمائیں۔	[998, 1863, 1134, 1917]
classified-text-block[interactable]	[764, 692, 873, 814]
ad-title: سنگھ آرٹی	[662, 695, 711, 707]
masthead-strap-note: میڈیا گروپ بنفس نفیس روزنامہ "الاخبار" اور ہفت روزہ "سپہ" بھی شائع کرتا ہے۔	[1231, 141, 1454, 164]
classified-ad[interactable]	[647, 1628, 761, 1919]
ad-body: رابطہ کے لیے فون نمبر پر کال کریں اور مکمل تفصیلات حاصل کریں۔ دفتر کے اوقات صبح 9 بجے سے شام 6 بجے تک ہیں۔ تمام کاغذات مکمل اور تصدیق شدہ ہوں۔ قیمت قابل گفتگو ہے۔ جلد رابطہ کریں۔ برائے مہربانی صرف سنجیدہ حضرات ہی رابطہ فرمائیں۔	[1293, 930, 1458, 975]
top-left-text: FARZ Wednesday 23 January 2019	[49, 10, 296, 27]
